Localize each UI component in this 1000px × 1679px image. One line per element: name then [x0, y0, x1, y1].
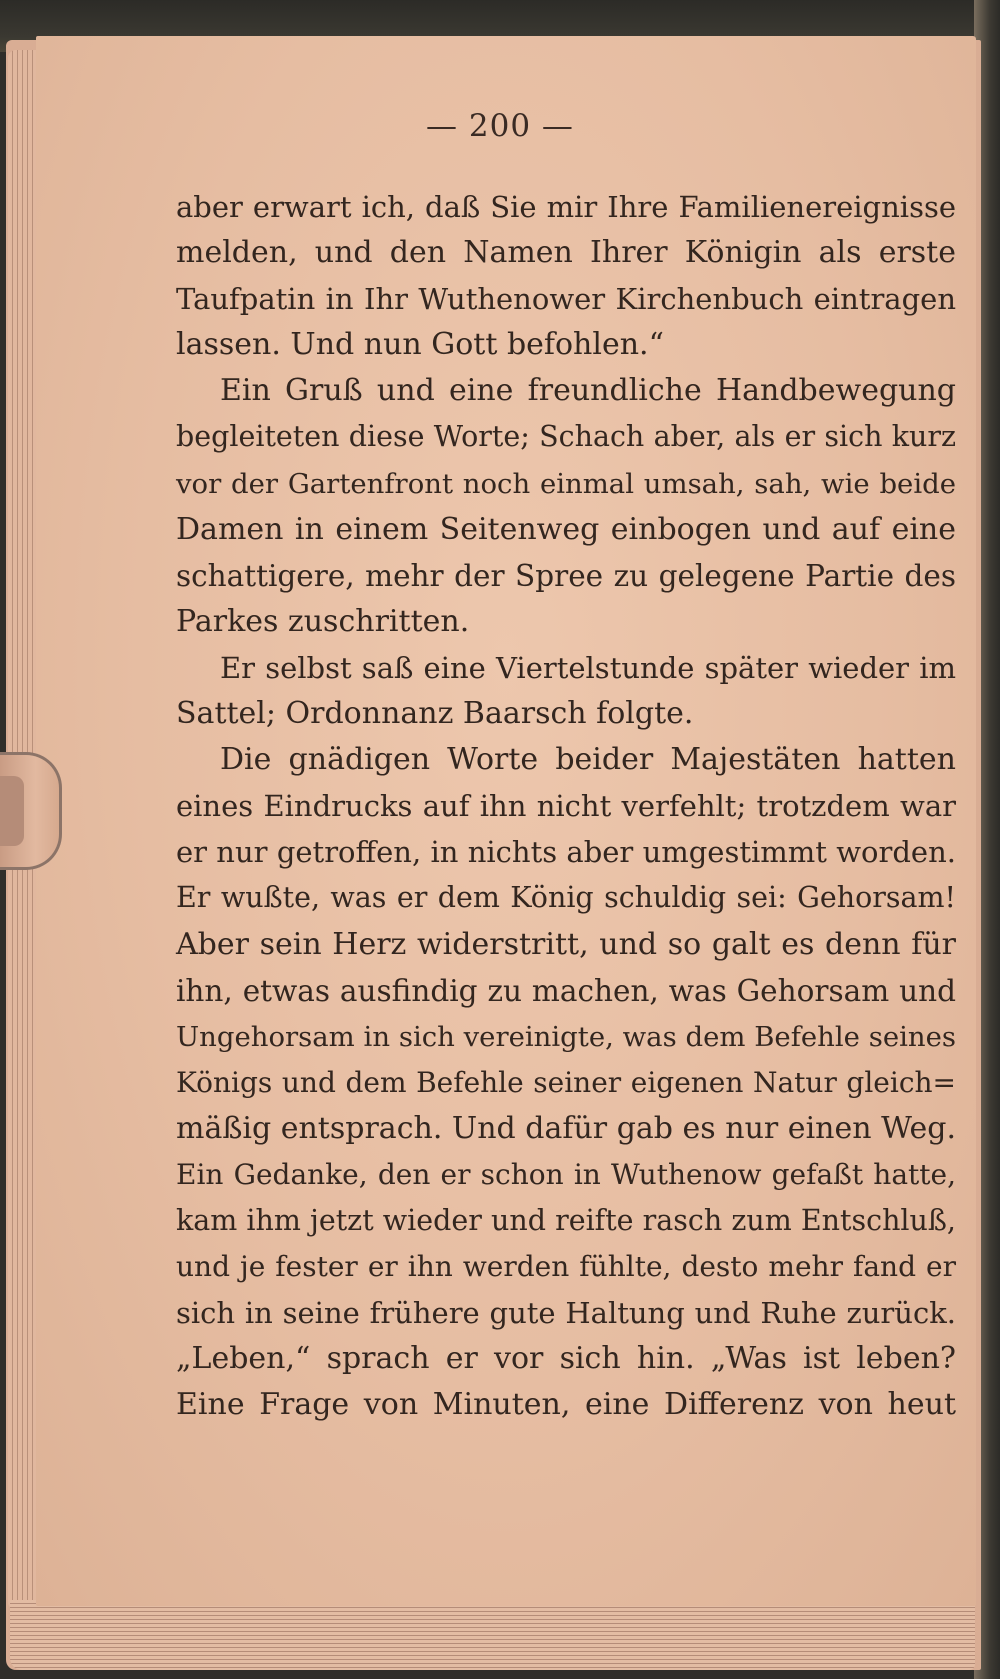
text-line: Er wußte, was er dem König schuldig sei: Gehorsam! [176, 881, 956, 915]
text-line: Ein Gruß und eine freundliche Handbewegung [220, 373, 956, 409]
text-line: Taufpatin in Ihr Wuthenower Kirchenbuch eintragen [176, 282, 956, 317]
text-line: Die gnädigen Worte beider Majestäten hatten [220, 742, 956, 778]
text-line: vor der Gartenfront noch einmal umsah, sah, wie beide [176, 467, 956, 500]
page-clip-tab [0, 776, 24, 846]
text-line: „Leben,“ sprach er vor sich hin. „Was ist leben? [176, 1341, 956, 1377]
text-line: Sattel; Ordonnanz Baarsch folgte. [176, 696, 694, 732]
text-line: ihn, etwas ausfindig zu machen, was Gehorsam und [176, 973, 956, 1008]
text-line: Ungehorsam in sich vereinigte, was dem Befehle seines [176, 1020, 956, 1053]
text-line: Er selbst saß eine Viertelstunde später wieder im [220, 650, 956, 685]
text-line: begleiteten diese Worte; Schach aber, als er sich kurz [176, 420, 956, 454]
text-line: Königs und dem Befehle seiner eigenen Natur gleich= [176, 1065, 956, 1099]
page-number: — 200 — [426, 108, 574, 144]
text-line: schattigere, mehr der Spree zu gelegene Partie des [176, 558, 956, 593]
text-line: und je fester er ihn werden fühlte, desto mehr fand er [176, 1250, 956, 1284]
text-line: kam ihm jetzt wieder und reifte rasch zum Entschluß, [176, 1204, 956, 1238]
page-edges-bottom [10, 1600, 975, 1670]
text-line: mäßig entsprach. Und dafür gab es nur einen Weg. [176, 1110, 956, 1146]
text-line: er nur getroffen, in nichts aber umgestimmt worden. [176, 835, 956, 870]
text-line: Aber sein Herz widerstritt, und so galt es denn für [176, 926, 956, 962]
text-line: sich in seine frühere gute Haltung und Ruhe zurück. [176, 1296, 956, 1331]
text-line: Ein Gedanke, den er schon in Wuthenow gefaßt hatte, [176, 1157, 956, 1191]
body-text [176, 184, 956, 1429]
text-line: Parkes zuschritten. [176, 603, 470, 639]
text-line: lassen. Und nun Gott befohlen.“ [176, 327, 664, 363]
text-line: Eine Frage von Minuten, eine Differenz von heut [176, 1387, 956, 1423]
text-line: melden, und den Namen Ihrer Königin als erste [176, 235, 956, 271]
text-line: aber erwart ich, daß Sie mir Ihre Familienereignisse [176, 190, 956, 224]
text-line: Damen in einem Seitenweg einbogen und auf eine [176, 511, 956, 547]
text-line: eines Eindrucks auf ihn nicht verfehlt; trotzdem war [176, 789, 956, 824]
